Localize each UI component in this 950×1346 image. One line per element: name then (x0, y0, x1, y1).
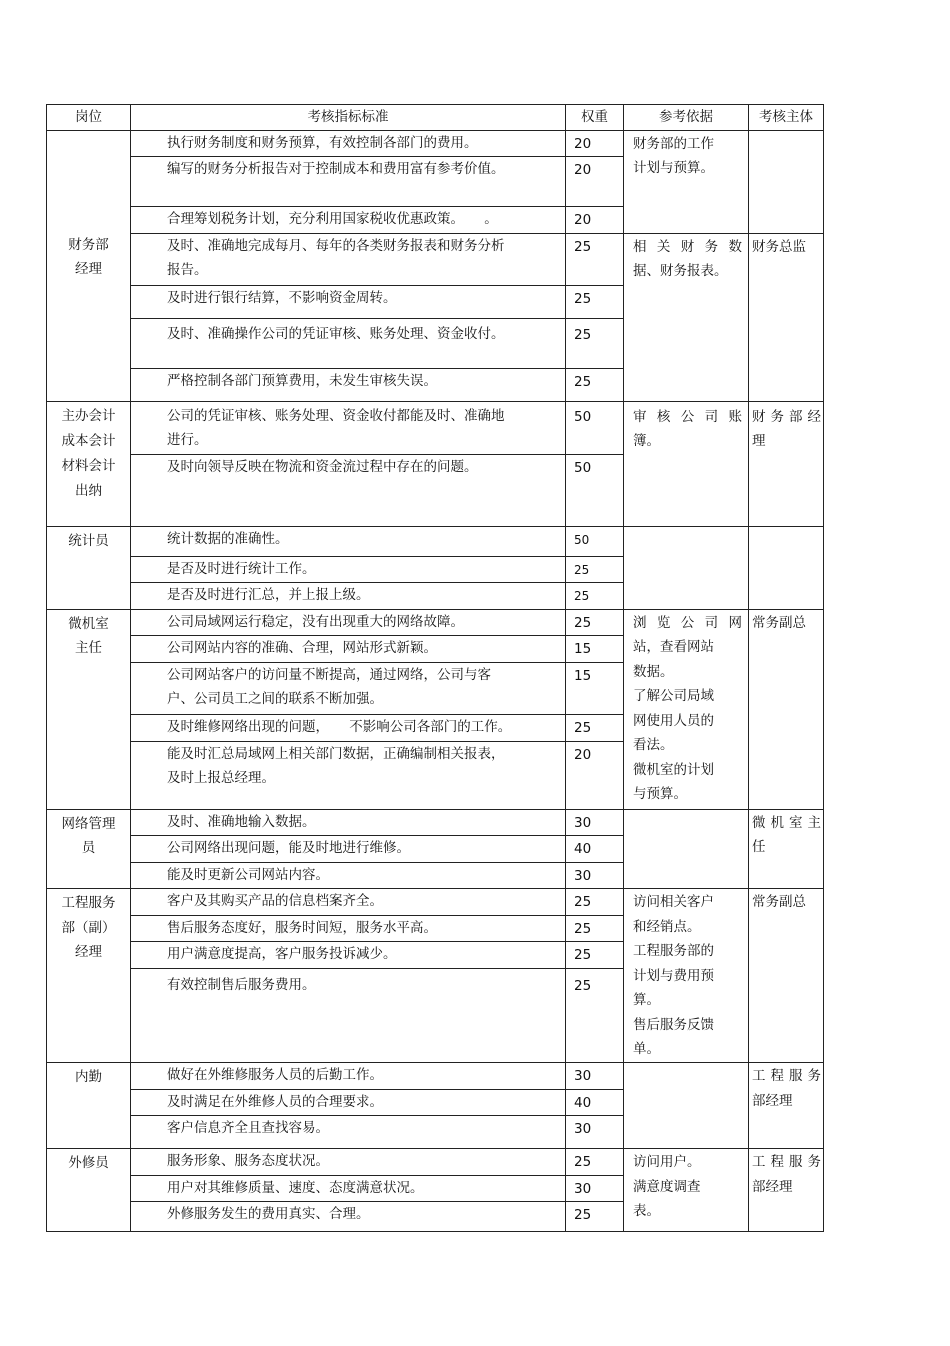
position-line: 出纳 (75, 482, 102, 499)
assessor-line: 微机室主 (752, 814, 821, 831)
criteria-cell: 统计数据的准确性。 (131, 526, 566, 556)
criteria-cell: 是否及时进行统计工作。 (131, 556, 566, 583)
reference-cell (624, 609, 749, 809)
criteria-cell: 及时、准确地完成每月、每年的各类财务报表和财务分析报告。 (131, 233, 566, 285)
position-cell (47, 1063, 131, 1149)
reference-line: 相关财务数 (633, 238, 742, 255)
reference-line: 计划与费用预 (633, 967, 714, 984)
criteria-cell: 编写的财务分析报告对于控制成本和费用富有参考价值。 (131, 157, 566, 207)
position-line: 员 (81, 840, 96, 856)
table-row (47, 401, 824, 454)
reference-line: 计划与预算。 (633, 160, 714, 176)
header-criteria: 考核指标标准 (131, 105, 566, 131)
criteria-cell: 执行财务制度和财务预算，有效控制各部门的费用。 (131, 130, 566, 157)
position-line: 经理 (75, 261, 102, 277)
position-cell (47, 809, 131, 889)
criteria-cell: 外修服务发生的费用真实、合理。 (131, 1202, 566, 1232)
assessor-cell (749, 233, 824, 401)
weight-cell: 15 (566, 636, 624, 663)
table-row (47, 889, 824, 916)
reference-line: 售后服务反馈 (633, 1016, 714, 1033)
reference-line: 簿。 (633, 433, 660, 449)
criteria-cell: 公司网站内容的准确、合理，网站形式新颖。 (131, 636, 566, 663)
reference-line: 站，查看网站 (633, 639, 714, 655)
weight-cell: 40 (566, 836, 624, 863)
assessor-cell (749, 1149, 824, 1232)
reference-line: 与预算。 (633, 786, 687, 802)
weight-cell: 25 (566, 1149, 624, 1176)
weight-cell: 30 (566, 809, 624, 836)
reference-line: 算。 (633, 992, 660, 1008)
reference-cell (624, 233, 749, 401)
assessor-cell (749, 609, 824, 809)
criteria-cell: 售后服务态度好，服务时间短，服务水平高。 (131, 915, 566, 942)
criteria-cell: 公司网站客户的访问量不断提高，通过网络，公司与客户、公司员工之间的联系不断加强。 (131, 662, 566, 714)
weight-cell: 25 (566, 318, 624, 368)
table-row (47, 526, 824, 556)
criteria-cell: 能及时汇总局域网上相关部门数据，正确编制相关报表，及时上报总经理。 (131, 741, 566, 809)
assessor-line: 理 (752, 433, 766, 449)
reference-line: 网使用人员的 (633, 712, 714, 729)
weight-cell: 50 (566, 526, 624, 556)
reference-line: 工程服务部的 (633, 943, 714, 959)
assessor-line: 财务总监 (752, 238, 806, 255)
assessor-cell (749, 889, 824, 1063)
position-cell (47, 1149, 131, 1232)
header-assessor: 考核主体 (749, 105, 824, 131)
criteria-cell: 及时、准确地输入数据。 (131, 809, 566, 836)
assessor-cell (749, 809, 824, 889)
criteria-cell: 公司网络出现问题，能及时地进行维修。 (131, 836, 566, 863)
position-line: 外修员 (68, 1155, 109, 1171)
criteria-cell: 用户对其维修质量、速度、态度满意状况。 (131, 1175, 566, 1202)
position-line: 财务部 (68, 236, 109, 253)
position-cell (47, 889, 131, 1063)
weight-cell: 25 (566, 915, 624, 942)
reference-line: 和经销点。 (633, 918, 701, 935)
weight-cell: 25 (566, 969, 624, 1063)
criteria-cell: 客户及其购买产品的信息档案齐全。 (131, 889, 566, 916)
reference-line: 单。 (633, 1041, 660, 1057)
weight-cell: 25 (566, 583, 624, 610)
criteria-cell: 公司的凭证审核、账务处理、资金收付都能及时、准确地进行。 (131, 401, 566, 454)
weight-cell: 50 (566, 401, 624, 454)
reference-cell-empty (624, 1063, 749, 1149)
position-cell (47, 609, 131, 809)
weight-cell: 25 (566, 1202, 624, 1232)
weight-cell: 15 (566, 662, 624, 714)
table-row (47, 1063, 824, 1090)
reference-line: 满意度调查 (633, 1178, 701, 1195)
table-row (47, 130, 824, 157)
reference-line: 浏览公司网 (633, 614, 742, 631)
reference-line: 访问用户。 (633, 1154, 701, 1170)
assessor-line: 工程服务 (752, 1068, 821, 1084)
header-position: 岗位 (47, 105, 131, 131)
reference-cell (624, 1149, 749, 1232)
reference-cell-empty (624, 809, 749, 889)
reference-cell (624, 401, 749, 526)
criteria-cell: 做好在外维修服务人员的后勤工作。 (131, 1063, 566, 1090)
weight-cell: 20 (566, 130, 624, 157)
position-line: 经理 (75, 944, 102, 960)
assessor-cell (749, 1063, 824, 1149)
assessor-cell (749, 401, 824, 526)
weight-cell: 30 (566, 862, 624, 889)
position-line: 主任 (75, 640, 102, 656)
header-weight: 权重 (566, 105, 624, 131)
assessor-line: 任 (752, 839, 766, 855)
reference-line: 表。 (633, 1203, 660, 1219)
assessment-table (46, 104, 824, 1232)
weight-cell: 20 (566, 207, 624, 234)
reference-line: 财务部的工作 (633, 135, 714, 152)
assessor-line: 部经理 (752, 1178, 793, 1195)
criteria-cell: 及时满足在外维修人员的合理要求。 (131, 1089, 566, 1116)
criteria-cell: 是否及时进行汇总，并上报上级。 (131, 583, 566, 610)
reference-cell (624, 889, 749, 1063)
position-line: 部（副） (61, 919, 116, 936)
criteria-cell: 严格控制各部门预算费用，未发生审核失误。 (131, 368, 566, 401)
weight-cell: 25 (566, 368, 624, 401)
assessor-cell-empty (749, 130, 824, 233)
header-reference: 参考依据 (624, 105, 749, 131)
position-cell (47, 130, 131, 401)
weight-cell: 25 (566, 285, 624, 318)
position-line: 材料会计 (61, 457, 116, 474)
reference-line: 微机室的计划 (633, 761, 714, 778)
criteria-cell: 及时进行银行结算，不影响资金周转。 (131, 285, 566, 318)
weight-cell: 30 (566, 1175, 624, 1202)
table-row (47, 809, 824, 836)
assessor-line: 财务部经 (752, 408, 821, 425)
table-row (47, 609, 824, 636)
table-row (47, 1149, 824, 1176)
position-line: 工程服务 (61, 895, 116, 911)
table-row (47, 233, 824, 285)
criteria-cell: 及时维修网络出现的问题， 不影响公司各部门的工作。 (131, 714, 566, 741)
weight-cell: 40 (566, 1089, 624, 1116)
reference-line: 据、财务报表。 (633, 263, 728, 279)
reference-line: 数据。 (633, 663, 674, 680)
weight-cell: 20 (566, 157, 624, 207)
header-row (47, 105, 824, 131)
criteria-cell: 用户满意度提高，客户服务投诉减少。 (131, 942, 566, 969)
weight-cell: 25 (566, 942, 624, 969)
weight-cell: 20 (566, 741, 624, 809)
reference-cell-empty (624, 526, 749, 609)
criteria-cell: 及时、准确操作公司的凭证审核、账务处理、资金收付。 (131, 318, 566, 368)
position-line: 成本会计 (61, 432, 116, 449)
criteria-cell: 服务形象、服务态度状况。 (131, 1149, 566, 1176)
assessor-line: 工程服务 (752, 1154, 821, 1170)
position-cell (47, 401, 131, 526)
weight-cell: 25 (566, 714, 624, 741)
position-line: 网络管理 (61, 815, 116, 832)
criteria-cell: 客户信息齐全且查找容易。 (131, 1116, 566, 1149)
weight-cell: 30 (566, 1116, 624, 1149)
assessor-line: 部经理 (752, 1092, 793, 1109)
reference-line: 了解公司局域 (633, 688, 714, 704)
position-line: 内勤 (75, 1069, 102, 1085)
criteria-cell: 公司局域网运行稳定，没有出现重大的网络故障。 (131, 609, 566, 636)
position-line: 微机室 (68, 615, 109, 632)
reference-line: 审核公司账 (633, 408, 742, 425)
weight-cell: 30 (566, 1063, 624, 1090)
criteria-cell: 合理筹划税务计划，充分利用国家税收优惠政策。 。 (131, 207, 566, 234)
criteria-cell: 能及时更新公司网站内容。 (131, 862, 566, 889)
position-line: 统计员 (68, 532, 109, 549)
assessor-line: 常务副总 (752, 894, 806, 910)
criteria-cell: 有效控制售后服务费用。 (131, 969, 566, 1063)
position-cell (47, 526, 131, 609)
weight-cell: 25 (566, 609, 624, 636)
assessor-line: 常务副总 (752, 614, 806, 631)
position-line: 主办会计 (61, 407, 116, 424)
criteria-cell: 及时向领导反映在物流和资金流过程中存在的问题。 (131, 454, 566, 526)
weight-cell: 25 (566, 233, 624, 285)
reference-line: 访问相关客户 (633, 894, 714, 910)
weight-cell: 25 (566, 889, 624, 916)
weight-cell: 25 (566, 556, 624, 583)
reference-cell (624, 130, 749, 233)
reference-line: 看法。 (633, 737, 674, 753)
weight-cell: 50 (566, 454, 624, 526)
assessor-cell-empty (749, 526, 824, 609)
